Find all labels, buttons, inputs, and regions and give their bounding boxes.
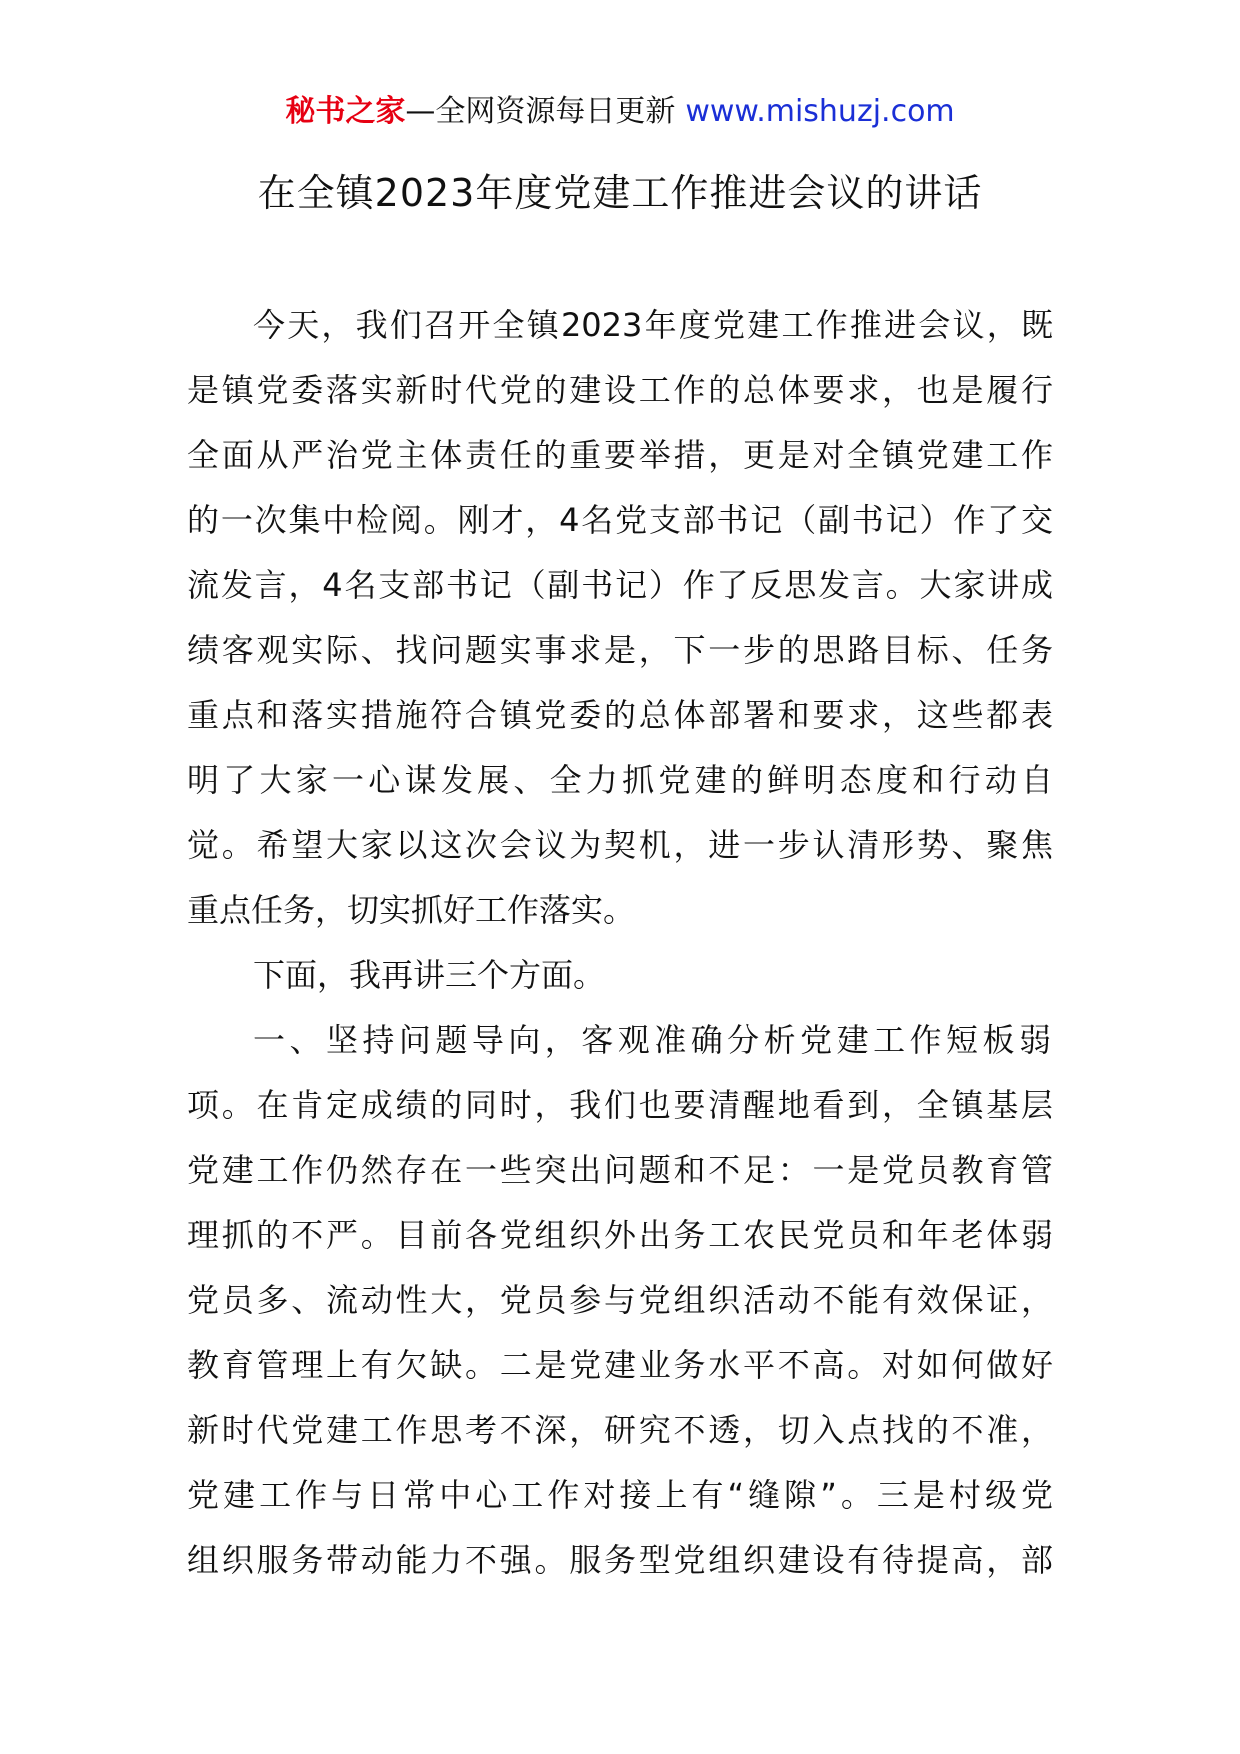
body-line: 新时代党建工作思考不深，研究不透，切入点找的不准， [187,1411,1053,1449]
body-line: 觉。希望大家以这次会议为契机，进一步认清形势、聚焦 [187,826,1053,864]
document-body [187,293,1053,1593]
body-line: 组织服务带动能力不强。服务型党组织建设有待提高，部 [187,1541,1053,1579]
site-brand-name: 秘书之家 [285,94,406,129]
body-line: 重点和落实措施符合镇党委的总体部署和要求，这些都表 [187,696,1053,734]
body-line: 明了大家一心谋发展、全力抓党建的鲜明态度和行动自 [187,761,1053,799]
site-banner [0,92,1240,132]
body-line: 绩客观实际、找问题实事求是，下一步的思路目标、任务 [187,631,1053,669]
body-line: 全面从严治党主体责任的重要举措，更是对全镇党建工作 [187,436,1053,474]
section-heading-line: 一、坚持问题导向，客观准确分析党建工作短板弱 [253,1021,1053,1059]
body-line: 党建工作与日常中心工作对接上有“缝隙”。三是村级党 [187,1476,1053,1514]
body-line: 的一次集中检阅。刚才，4名党支部书记（副书记）作了交 [187,501,1053,539]
body-line: 教育管理上有欠缺。二是党建业务水平不高。对如何做好 [187,1346,1053,1384]
body-line: 是镇党委落实新时代党的建设工作的总体要求，也是履行 [187,371,1053,409]
body-line: 重点任务，切实抓好工作落实。 [187,891,636,929]
body-line: 理抓的不严。目前各党组织外出务工农民党员和年老体弱 [187,1216,1053,1254]
body-line: 下面，我再讲三个方面。 [253,956,606,994]
body-line: 今天，我们召开全镇2023年度党建工作推进会议，既 [253,306,1053,344]
body-line: 党建工作仍然存在一些突出问题和不足：一是党员教育管 [187,1151,1053,1189]
body-line: 流发言，4名支部书记（副书记）作了反思发言。大家讲成 [187,566,1053,604]
site-tagline: —全网资源每日更新 [405,94,676,129]
document-title: 在全镇2023年度党建工作推进会议的讲话 [257,171,983,215]
body-line: 党员多、流动性大，党员参与党组织活动不能有效保证， [187,1281,1053,1319]
site-url-link[interactable]: www.mishuzj.com [685,94,955,129]
body-line: 项。在肯定成绩的同时，我们也要清醒地看到，全镇基层 [187,1086,1053,1124]
